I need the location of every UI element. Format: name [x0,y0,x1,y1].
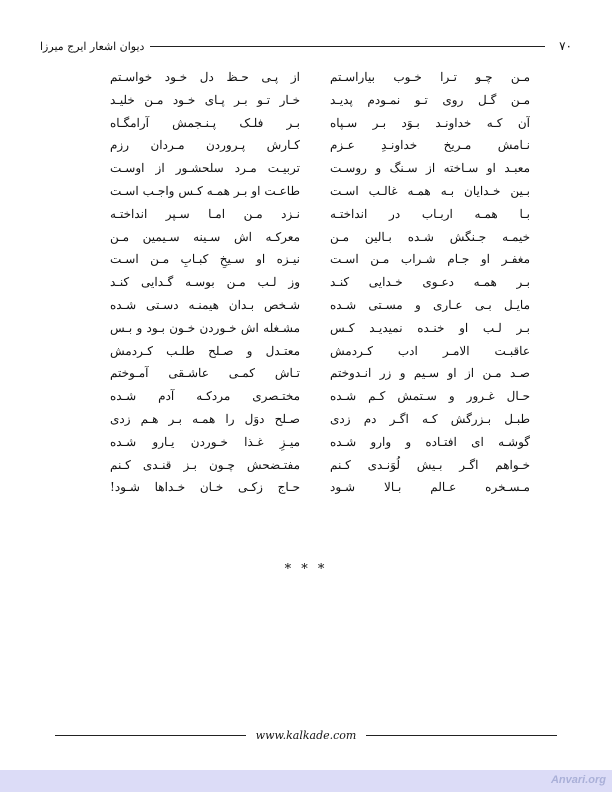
verse-first-hemistich: آن کـه خداونـد بـوَد بـر سـپاه [330,115,530,130]
verse-row [0,476,612,498]
verse-second-hemistich: تـاش کمـی عاشـقی آمـوختم [110,366,300,381]
verse-row [0,408,612,430]
verse-second-hemistich: مشـغله اش خـوردن خـون بـود و بـس [110,320,300,335]
watermark-banner [0,770,612,792]
verse-first-hemistich: معبـد او سـاخته از سـنگ و روسـت [330,161,530,176]
page-footer [55,726,557,744]
verse-row [0,112,612,134]
verse-second-hemistich: حـاج زکـی خـان خـداها شـود! [110,480,300,495]
verse-second-hemistich: مفتـضحش چـون بـز قنـدی کـنم [110,457,300,472]
verse-second-hemistich: بـر فلـک پـنـجمش آرامگـاه [110,115,300,130]
section-separator: * * * [284,562,328,577]
verse-row [0,226,612,248]
verse-first-hemistich: نـامش مـریخ خداونـدِ عـزم [330,138,530,153]
verse-row [0,180,612,202]
verse-row [0,157,612,179]
verse-row [0,248,612,270]
verse-row [0,66,612,88]
footer-rule-left [55,735,246,736]
verse-second-hemistich: خـار تـو بـر پـای خـود مـن خلیـد [110,92,300,107]
verse-row [0,134,612,156]
verse-first-hemistich: مـن چـو تـرا خـوب بیاراسـتم [330,70,530,84]
verse-row [0,203,612,225]
verse-first-hemistich: حـال غـرور و سـتمش کـم شـده [330,389,530,404]
verse-first-hemistich: مـن گـل روی تـو نمـودم پدیـد [330,92,530,107]
verse-second-hemistich: معتـدل و صـلح طلـب کـردمش [110,343,300,358]
verse-first-hemistich: بـر همـه دعـوی خـدایی کنـد [330,275,530,290]
verse-row [0,294,612,316]
verse-row [0,317,612,339]
verse-first-hemistich: خیمـه جـنگش شـده بـالین مـن [330,229,530,244]
verse-second-hemistich: نـزد مـن امـا سـپر انداختـه [110,206,300,221]
verse-first-hemistich: بـر لـب او خنـده نمیدیـد کـس [330,320,530,335]
verse-first-hemistich: مایـل بـی عـاری و مسـتی شـده [330,298,530,312]
verse-second-hemistich: نیـزه او سـیخِ کبـابِ مـن اسـت [110,252,300,267]
verse-second-hemistich: شـخص بـدان هیمنـه دسـتی شـده [110,298,300,312]
verse-second-hemistich: کـارش پـروردن مـردان رزم [110,138,300,153]
verse-first-hemistich: مغفـر او جـام شـراب مـن اسـت [330,252,530,267]
verse-second-hemistich: مختـصری مردکـه آدم شـده [110,389,300,404]
verse-second-hemistich: معرکـه اش سـینه سـیمین مـن [110,229,300,244]
verse-row [0,385,612,407]
header-rule [150,46,545,47]
verse-second-hemistich: طاعـت او بـر همـه کـس واجـب اسـت [110,184,300,198]
book-title: دیوان اشعار ایرج میرزا [40,39,145,53]
verse-first-hemistich: بـین خـدایان بـه همـه غالـب اسـت [330,184,530,198]
verse-row [0,271,612,293]
verse-second-hemistich: وز لـب مـن بوسـه گـدایی کنـد [110,275,300,290]
verse-first-hemistich: گوشـه ای افتـاده و وارو شـده [330,434,530,449]
verse-second-hemistich: تربیـت مـرد سلحشـور از اوسـت [110,161,300,176]
verse-first-hemistich: مـسـخره عـالم بـالا شـود [330,480,530,495]
page-number: ۷۰ [559,39,572,53]
verse-first-hemistich: خـواهم اگـر بـیش لُوَنـدی کـنم [330,457,530,472]
verse-first-hemistich: طبـل بـزرگش کـه اگـر دم زدی [330,412,530,426]
verse-second-hemistich: میـزِ غـذا خـوردن یـارو شـده [110,434,300,449]
verse-second-hemistich: از پـی حـظ دل خـود خواسـتم [110,70,300,84]
watermark-logo: Anvari.org [550,774,606,786]
verse-row [0,454,612,476]
verse-row [0,340,612,362]
verse-row [0,431,612,453]
verse-first-hemistich: بـا همـه اربـاب در انداختـه [330,206,530,221]
verse-row [0,89,612,111]
verse-second-hemistich: صـلح دوَل را همـه بـر هـم زدی [110,412,300,426]
footer-rule-right [366,735,557,736]
page-header [40,36,572,56]
verse-first-hemistich: عاقبـت الامـر ادب کـردمش [330,343,530,358]
footer-url[interactable]: www.kalkade.com [255,728,357,742]
verse-first-hemistich: صـد مـن از او سـیم و زر انـدوختم [330,366,530,381]
verse-row [0,362,612,384]
